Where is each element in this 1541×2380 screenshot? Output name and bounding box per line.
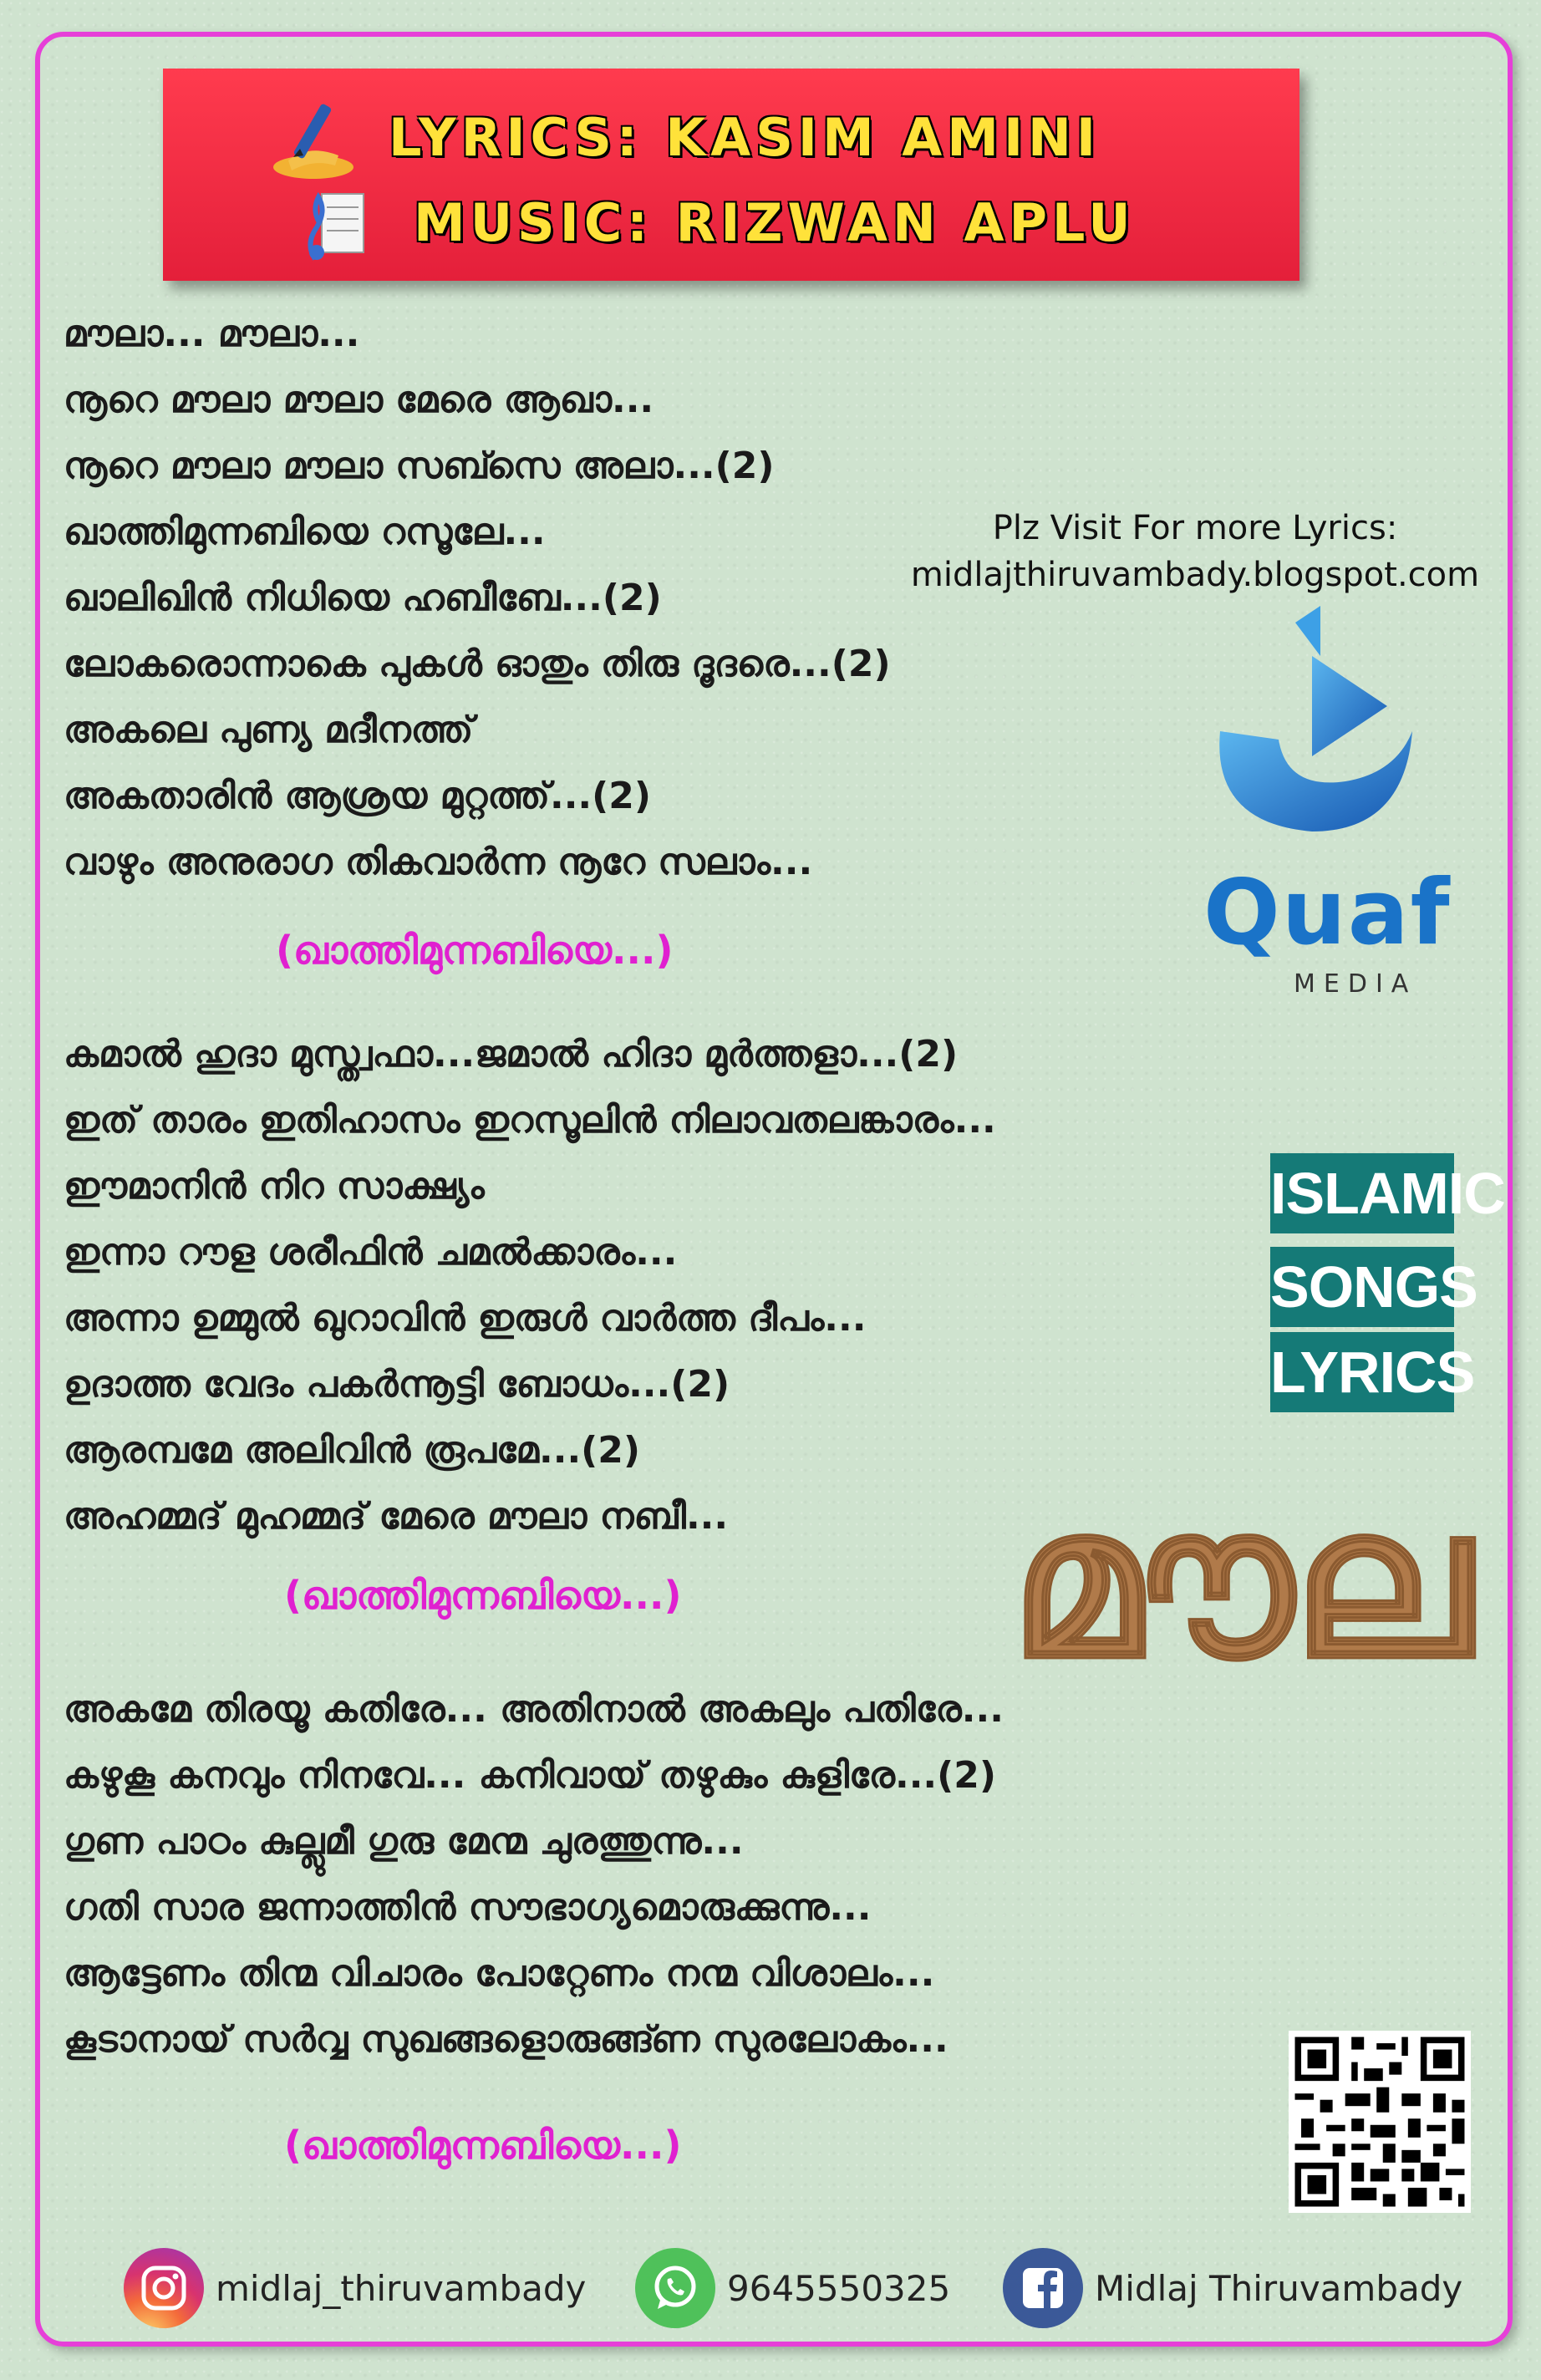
footer-facebook[interactable] (1003, 2248, 1462, 2328)
chorus-ref: (ഖാത്തിമുന്നബിയെ...) (284, 1573, 682, 1618)
promo-url[interactable]: midlajthiruvambady.blogspot.com (910, 556, 1480, 594)
song-title-artwork (994, 1454, 1488, 1705)
music-credit: MUSIC: RIZWAN APLU (414, 192, 1136, 253)
lyric-line: ഖാലിഖിൻ നിധിയെ ഹബീബേ...(2) (64, 577, 662, 619)
lyric-line: ഇന്നാ റൗള ശരീഫിൻ ചമൽക്കാരം... (64, 1231, 678, 1274)
lyrics-section-1 (64, 301, 891, 895)
qr-code[interactable] (1289, 2031, 1471, 2213)
promo-text (886, 505, 1504, 598)
quaf-brand-name: Quaf (1203, 861, 1452, 965)
lyric-line: ഈമാനിൻ നിറ സാക്ഷ്യം (64, 1165, 485, 1208)
badge-islamic: ISLAMIC (1270, 1153, 1454, 1233)
lyrics-credit: LYRICS: KASIM AMINI (389, 107, 1101, 168)
lyric-line: മൗലാ... മൗലാ... (64, 313, 360, 355)
lyric-line: ഉദാത്ത വേദം പകർന്നൂട്ടി ബോധം...(2) (64, 1363, 730, 1406)
pen-writing-icon (263, 94, 364, 186)
music-note-icon (297, 186, 372, 269)
whatsapp-icon (635, 2248, 715, 2328)
lyrics-section-2 (64, 1021, 996, 1549)
quaf-brand-sub: MEDIA (1294, 969, 1417, 999)
lyric-line: ലോകരൊന്നാകെ പുകൾ ഓതും തിരു ദൂദരെ...(2) (64, 643, 891, 685)
lyric-line: അകമേ തിരയൂ കതിരേ... അതിനാൽ അകലും പതിരേ... (64, 1688, 1004, 1731)
facebook-icon (1003, 2248, 1083, 2328)
footer-whatsapp[interactable] (635, 2248, 950, 2328)
credits-banner (163, 69, 1299, 281)
lyric-line: കൂടാനായ് സർവ്വ സുഖങ്ങളൊരുങ്ങ്ണ സുരലോകം... (64, 2018, 949, 2061)
facebook-name: Midlaj Thiruvambady (1095, 2267, 1463, 2309)
quaf-logo-icon (1187, 606, 1437, 848)
whatsapp-number: 9645550325 (727, 2267, 951, 2309)
lyric-line: ആട്ടേണം തിന്മ വിചാരം പോറ്റേണം നന്മ വിശാലം... (64, 1952, 935, 1995)
promo-line-1: Plz Visit For more Lyrics: (992, 509, 1398, 547)
lyric-line: ഗതി സാര ജന്നാത്തിൻ സൗഭാഗ്യമൊരുക്കുന്നു... (64, 1886, 872, 1929)
lyric-line: അകലെ പുണ്യ മദീനത്ത് (64, 709, 474, 751)
badge-lyrics: LYRICS (1270, 1332, 1454, 1412)
lyric-line: കമാൽ ഹുദാ മുസ്ത്വഫാ...ജമാൽ ഹിദാ മുർത്തളാ...(2) (64, 1033, 959, 1076)
lyric-line: അന്നാ ഉമ്മുൽ ഖുറാവിൻ ഇരുൾ വാർത്ത ദീപം... (64, 1297, 867, 1340)
footer-instagram[interactable] (124, 2248, 586, 2328)
lyric-line: ഖാത്തിമുന്നബിയെ റസൂലേ... (64, 511, 546, 553)
lyric-line: ഗുണ പാഠം കുല്ലുമീ ഗുരു മേന്മ ചുരത്തുന്നു... (64, 1820, 744, 1863)
lyric-line: അകതാരിൻ ആശ്രയ മുറ്റത്ത്...(2) (64, 775, 651, 817)
lyric-line: ആരമ്പമേ അലിവിൻ രൂപമേ...(2) (64, 1429, 640, 1472)
lyric-line: അഹമ്മദ് മുഹമ്മദ് മേരെ മൗലാ നബീ... (64, 1495, 729, 1538)
lyrics-section-3 (64, 1676, 1004, 2072)
badge-songs: SONGS (1270, 1247, 1454, 1327)
lyric-line: ഇത് താരം ഇതിഹാസം ഇറസൂലിൻ നിലാവതലങ്കാരം... (64, 1099, 996, 1142)
instagram-icon (124, 2248, 204, 2328)
lyric-line: നൂറെ മൗലാ മൗലാ സബ്സെ അലാ...(2) (64, 445, 775, 487)
lyric-line: കഴുകൂ കനവും നിനവേ... കനിവായ് തഴുകും കുളിരേ...(2) (64, 1754, 996, 1797)
instagram-handle: midlaj_thiruvambady (216, 2267, 587, 2309)
song-title-text: മൗല (1010, 1458, 1472, 1704)
lyric-line: വാഴും അനുരാഗ തികവാർന്ന നൂറേ സലാം... (64, 841, 813, 883)
chorus-ref: (ഖാത്തിമുന്നബിയെ...) (284, 2123, 682, 2168)
chorus-ref: (ഖാത്തിമുന്നബിയെ...) (276, 928, 674, 973)
lyric-line: നൂറെ മൗലാ മൗലാ മേരെ ആഖാ... (64, 379, 654, 421)
